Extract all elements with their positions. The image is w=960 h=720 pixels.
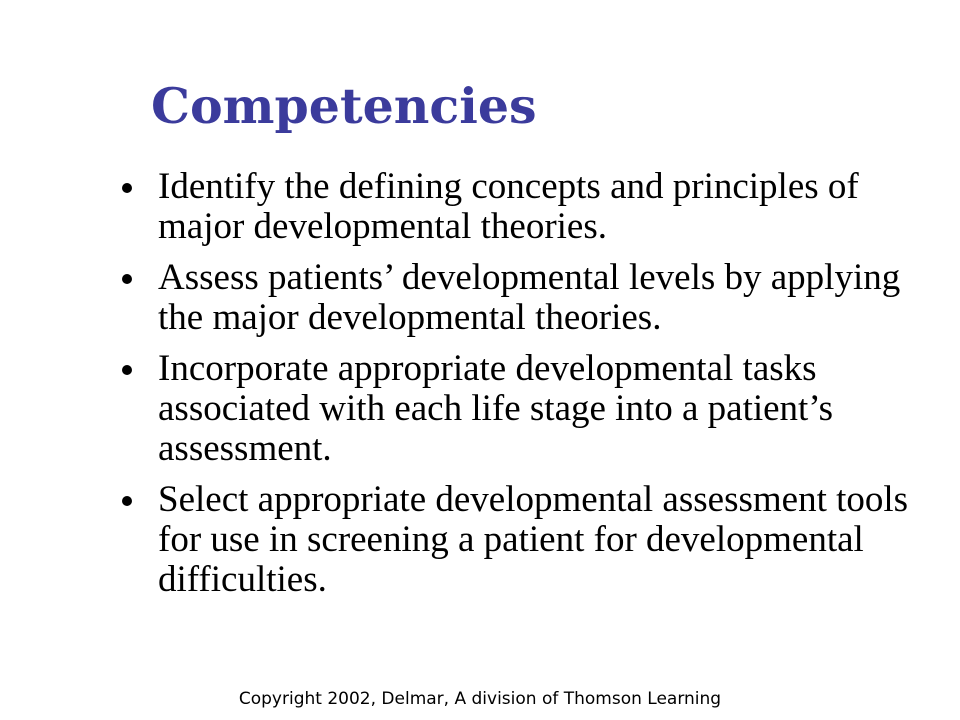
copyright-footer: Copyright 2002, Delmar, A division of Thomson Learning: [238, 689, 722, 709]
bullet-list: [120, 167, 945, 611]
bullet-item: [120, 167, 945, 247]
bullet-text: Identify the defining concepts and principles of major developmental theories.: [158, 166, 859, 247]
bullet-text: Incorporate appropriate developmental tasks associated with each life stage into a patient’s assessment.: [158, 348, 834, 469]
slide-title: Competencies: [151, 77, 537, 135]
bullet-item: [120, 480, 945, 600]
bullet-text: Assess patients’ developmental levels by applying the major developmental theories.: [158, 257, 901, 338]
bullet-text: Select appropriate developmental assessment tools for use in screening a patient for developmental difficulties.: [158, 479, 909, 600]
bullet-dot-icon: [122, 183, 132, 193]
bullet-dot-icon: [122, 496, 132, 506]
bullet-dot-icon: [122, 274, 132, 284]
bullet-dot-icon: [122, 365, 132, 375]
bullet-item: [120, 349, 945, 469]
bullet-item: [120, 258, 945, 338]
